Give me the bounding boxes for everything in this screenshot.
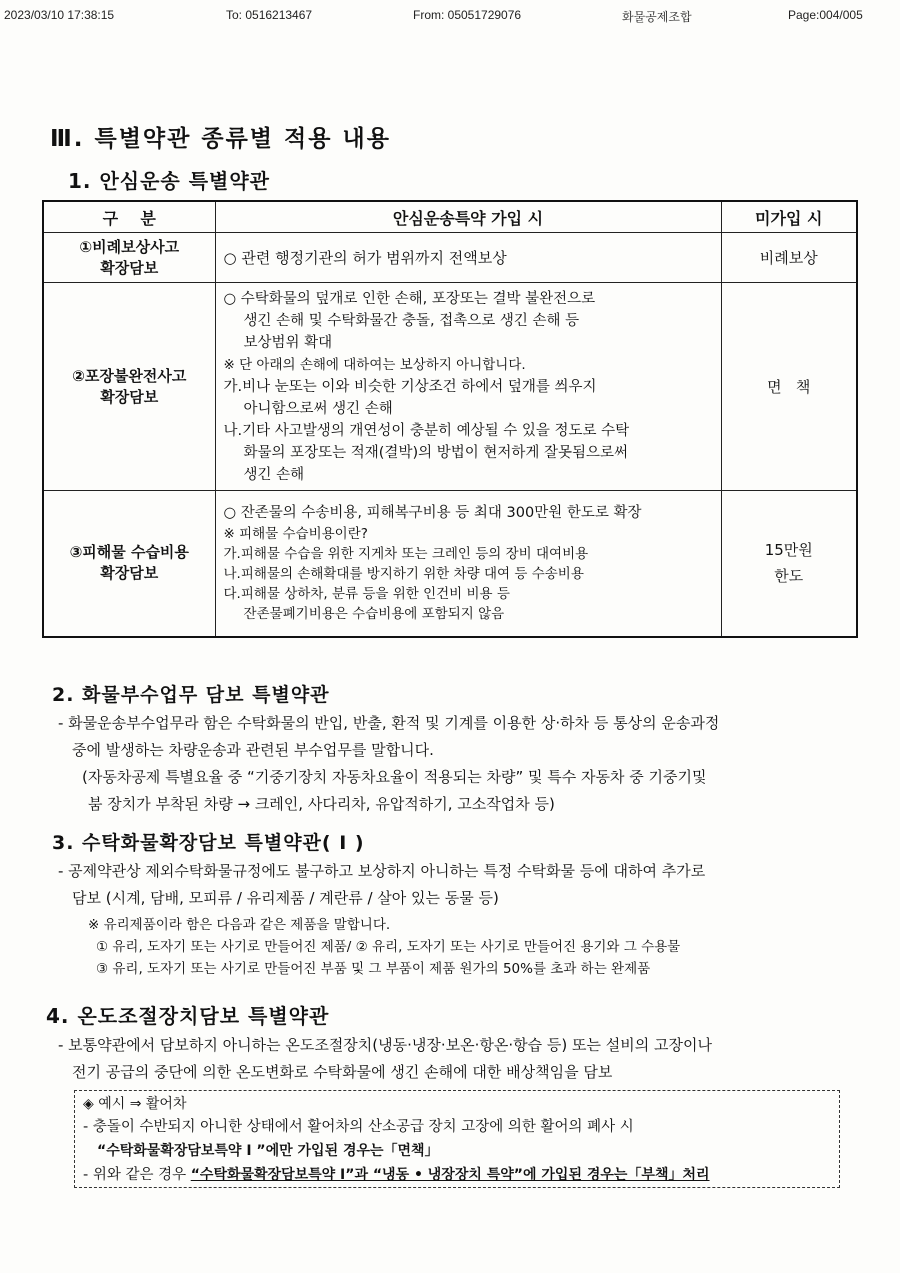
- page-heading: Ⅲ. 특별약관 종류별 적용 내용: [50, 126, 391, 152]
- fax-from: From: 05051729076: [413, 8, 522, 22]
- body-line: - 보통약관에서 담보하지 아니하는 온도조절장치(냉동·냉장·보온·항온·항습 등) 또는 설비의 고장이나: [58, 1036, 712, 1054]
- note-line: 한도: [774, 567, 804, 586]
- note-line: 비례보상: [759, 248, 818, 267]
- fax-to: To: 0516213467: [226, 8, 313, 22]
- row-condition: [215, 491, 721, 637]
- condition-line: 화물의 포장또는 적재(결박)의 방법이 현저하게 잘못됨으로써: [243, 444, 629, 461]
- row-label-line: ③피해물 수습비용: [69, 543, 189, 562]
- col-header-category: 구 분: [43, 201, 215, 233]
- note-line: 15만원: [764, 541, 813, 560]
- row-label-line: ②포장불완전사고: [72, 366, 187, 385]
- row-note: [721, 233, 857, 283]
- fax-header: [0, 6, 900, 26]
- row-note: [721, 283, 857, 491]
- body-line: ③ 유리, 도자기 또는 사기로 만들어진 부품 및 그 부품이 제품 원가의 50%를 초과 하는 완제품: [96, 961, 651, 977]
- body-line: - 화물운송부수업무라 함은 수탁화물의 반입, 반출, 환적 및 기계를 이용한 상·하차 등 통상의 운송과정: [58, 714, 720, 732]
- row-label-line: 확장담보: [100, 258, 159, 277]
- section2-title: 2. 화물부수업무 담보 특별약관: [52, 684, 330, 706]
- fax-timestamp: 2023/03/10 17:38:15: [4, 8, 115, 22]
- body-line: (자동차공제 특별요율 중 “기중기장치 자동차요율이 적용되는 차량” 및 특수 자동차 중 기중기및: [82, 768, 707, 786]
- table-row: [43, 283, 857, 491]
- example-title: ◈ 예시 ⇒ 활어차: [83, 1096, 187, 1112]
- body-line: 전기 공급의 중단에 의한 온도변화로 수탁화물에 생긴 손해에 대한 배상책임을 담보: [72, 1063, 613, 1081]
- condition-line: 생긴 손해: [243, 466, 305, 483]
- row-label: [43, 233, 215, 283]
- row-condition: [215, 233, 721, 283]
- condition-line: ○ 수탁화물의 덮개로 인한 손해, 포장또는 결박 불완전으로: [223, 290, 596, 307]
- row-label-line: ①비례보상사고: [79, 237, 180, 256]
- example-line: - 위와 같은 경우: [83, 1167, 191, 1183]
- table-header-row: [43, 201, 857, 233]
- note-line: 면 책: [767, 377, 811, 396]
- section2-body: [58, 710, 719, 818]
- col-header-not-joined: 미가입 시: [721, 201, 857, 233]
- col-header-joined: 안심운송특약 가입 시: [215, 201, 721, 233]
- condition-line: 가.피해물 수습을 위한 지게차 또는 크레인 등의 장비 대여비용: [223, 546, 589, 563]
- row-label: [43, 491, 215, 637]
- body-line: ※ 유리제품이라 함은 다음과 같은 제품을 말합니다.: [88, 917, 391, 933]
- section3-body: [58, 858, 705, 980]
- body-line: 담보 (시계, 담배, 모피류 / 유리제품 / 계란류 / 살아 있는 동물 등): [72, 889, 499, 907]
- section1-title: 1. 안심운송 특별약관: [68, 169, 270, 193]
- row-note: [721, 491, 857, 637]
- row-label: [43, 283, 215, 491]
- body-line: 중에 발생하는 차량운송과 관련된 부수업무를 말합니다.: [72, 741, 434, 759]
- condition-line: 다.피해물 상하차, 분류 등을 위한 인건비 비용 등: [223, 586, 510, 603]
- section4-body: [58, 1032, 712, 1086]
- section4-title: 4. 온도조절장치담보 특별약관: [46, 1004, 330, 1028]
- row-label-line: 확장담보: [100, 564, 159, 583]
- condition-line: 잔존물폐기비용은 수습비용에 포함되지 않음: [243, 606, 505, 623]
- condition-line: 나.피해물의 손해확대를 방지하기 위한 차량 대여 등 수송비용: [223, 566, 584, 583]
- condition-line: ※ 피해물 수습비용이란?: [223, 526, 368, 543]
- row-condition: [215, 283, 721, 491]
- row-label-line: 확장담보: [100, 387, 159, 406]
- table-row: [43, 491, 857, 637]
- example-line: “수탁화물확장담보특약 I ”에만 가입된 경우는「면책」: [97, 1143, 439, 1159]
- condition-line: 나.기타 사고발생의 개연성이 충분히 예상될 수 있을 정도로 수탁: [223, 422, 630, 439]
- example-line: - 충돌이 수반되지 아니한 상태에서 활어차의 산소공급 장치 고장에 의한 활어의 폐사 시: [83, 1119, 634, 1135]
- example-emphasis: “수탁화물확장담보특약 I”과 “냉동 • 냉장장치 특약”에 가입된 경우는「부책」처리: [190, 1167, 710, 1183]
- fax-page: Page:004/005: [788, 8, 863, 22]
- condition-line: 아니함으로써 생긴 손해: [243, 400, 393, 417]
- condition-line: ○ 잔존물의 수송비용, 피해복구비용 등 최대 300만원 한도로 확장: [223, 505, 642, 522]
- condition-line: 보상범위 확대: [243, 334, 333, 351]
- condition-line: ※ 단 아래의 손해에 대하여는 보상하지 아니합니다.: [223, 356, 526, 373]
- example-box: [74, 1090, 840, 1188]
- fax-sender: 화물공제조합: [622, 10, 692, 24]
- body-line: 붐 장치가 부착된 차량 → 크레인, 사다리차, 유압적하기, 고소작업차 등): [88, 795, 555, 813]
- condition-line: 생긴 손해 및 수탁화물간 충돌, 접촉으로 생긴 손해 등: [243, 312, 580, 329]
- table-row: [43, 233, 857, 283]
- condition-line: 가.비나 눈또는 이와 비슷한 기상조건 하에서 덮개를 씌우지: [223, 378, 597, 395]
- body-line: - 공제약관상 제외수탁화물규정에도 불구하고 보상하지 아니하는 특정 수탁화물 등에 대하여 추가로: [58, 862, 706, 880]
- coverage-table: [42, 200, 858, 638]
- body-line: ① 유리, 도자기 또는 사기로 만들어진 제품/ ② 유리, 도자기 또는 사기로 만들어진 용기와 그 수용물: [96, 939, 681, 955]
- section3-title: 3. 수탁화물확장담보 특별약관( I ): [52, 832, 365, 854]
- condition-line: ○ 관련 행정기관의 허가 범위까지 전액보상: [223, 249, 507, 267]
